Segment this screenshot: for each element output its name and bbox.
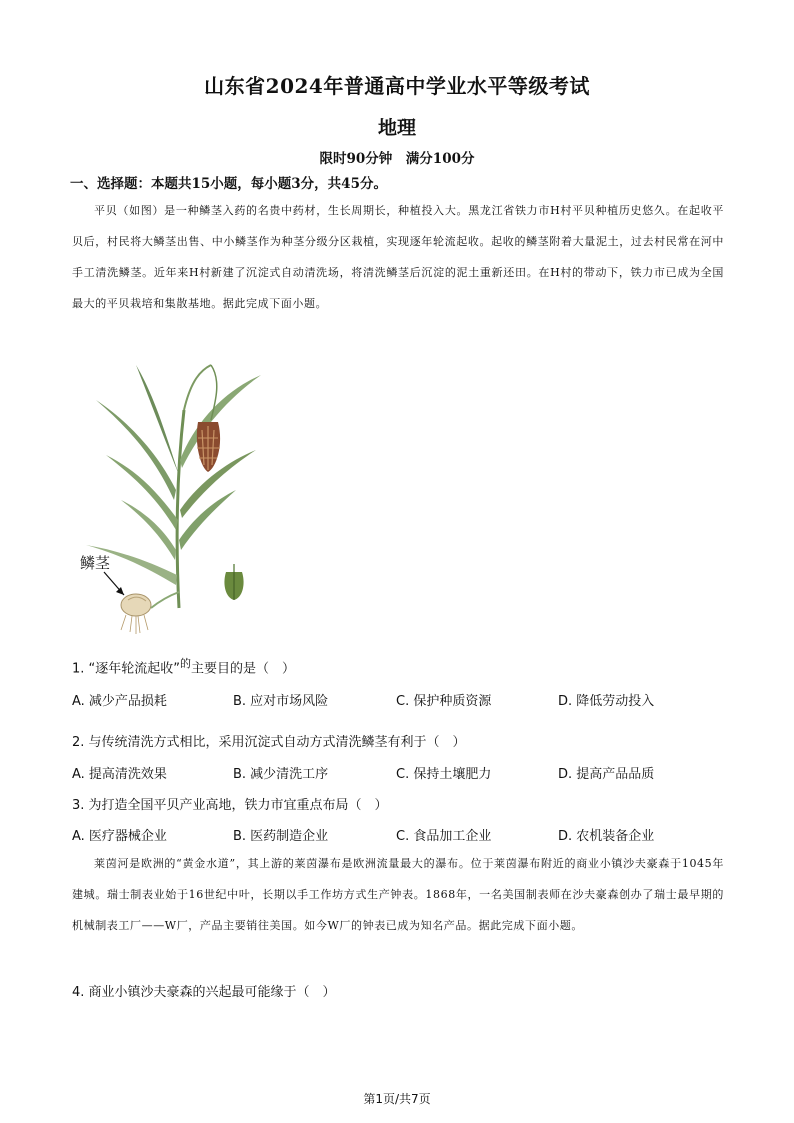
question-2-option-d[interactable]: D. 提高产品品质	[558, 767, 655, 782]
question-2-option-c[interactable]: C. 保持土壤肥力	[396, 767, 492, 782]
seed-pod-icon	[224, 564, 243, 600]
question-3-option-b[interactable]: B. 医药制造企业	[233, 829, 329, 844]
exam-info: 限时90分钟 满分100分	[319, 151, 475, 167]
page-footer: 第1页/共7页	[363, 1092, 431, 1106]
question-1-stem-pre: 1. “逐年轮流起收”	[72, 661, 181, 677]
question-1	[72, 655, 295, 676]
exam-title: 山东省2024年普通高中学业水平等级考试	[204, 74, 590, 98]
subject-title: 地理	[377, 117, 416, 139]
question-2-option-a[interactable]: A. 提高清洗效果	[72, 767, 167, 782]
question-1-stem-sup: 的	[180, 657, 192, 670]
question-4: 4. 商业小镇沙夫豪森的兴起最可能缘于（ ）	[72, 985, 336, 1000]
question-3-option-a[interactable]: A. 医疗器械企业	[72, 829, 167, 844]
question-3-option-d[interactable]: D. 农机装备企业	[558, 829, 655, 844]
question-2: 2. 与传统清洗方式相比，采用沉淀式自动方式清洗鳞茎有利于（ ）	[72, 735, 466, 750]
question-1-option-b[interactable]: B. 应对市场风险	[233, 694, 329, 709]
passage-2: 莱茵河是欧洲的“黄金水道”，其上游的莱茵瀑布是欧洲流量最大的瀑布。位于莱茵瀑布附近的商业小镇沙夫豪森于1045年建城。瑞士制表业始于16世纪中叶，长期以手工作坊方式生产钟表。1868年，一名美国制表师在沙夫豪森创办了瑞士最早期的机械制表工厂——W厂，产品主要销往美国。如今W厂的钟表已成为知名产品。据此完成下面小题。	[72, 857, 724, 932]
fritillaria-illustration	[76, 350, 276, 640]
question-2-option-b[interactable]: B. 减少清洗工序	[233, 767, 329, 782]
bulb-label: 鳞茎	[80, 554, 111, 572]
bulb-icon	[121, 592, 179, 634]
question-1-option-d[interactable]: D. 降低劳动投入	[558, 694, 655, 709]
arrow-icon	[104, 572, 124, 595]
section-header: 一、选择题：本题共15小题，每小题3分，共45分。	[70, 176, 387, 192]
question-3-option-c[interactable]: C. 食品加工企业	[396, 829, 492, 844]
question-3: 3. 为打造全国平贝产业高地，铁力市宜重点布局（ ）	[72, 798, 388, 813]
question-1-stem-post: 主要目的是（ ）	[191, 661, 296, 677]
question-1-option-c[interactable]: C. 保护种质资源	[396, 694, 492, 709]
question-1-option-a[interactable]: A. 减少产品损耗	[72, 694, 167, 709]
plant-figure	[76, 350, 276, 644]
passage-1: 平贝（如图）是一种鳞茎入药的名贵中药材，生长周期长，种植投入大。黑龙江省铁力市H村平贝种植历史悠久。在起收平贝后，村民将大鳞茎出售、中小鳞茎作为种茎分级分区栽植，实现逐年轮流起收。起收的鳞茎附着大量泥土，过去村民常在河中手工清洗鳞茎。近年来H村新建了沉淀式自动清洗场，将清洗鳞茎后沉淀的泥土重新还田。在H村的带动下，铁力市已成为全国最大的平贝栽培和集散基地。据此完成下面小题。	[72, 204, 724, 310]
flower-icon	[197, 422, 220, 472]
